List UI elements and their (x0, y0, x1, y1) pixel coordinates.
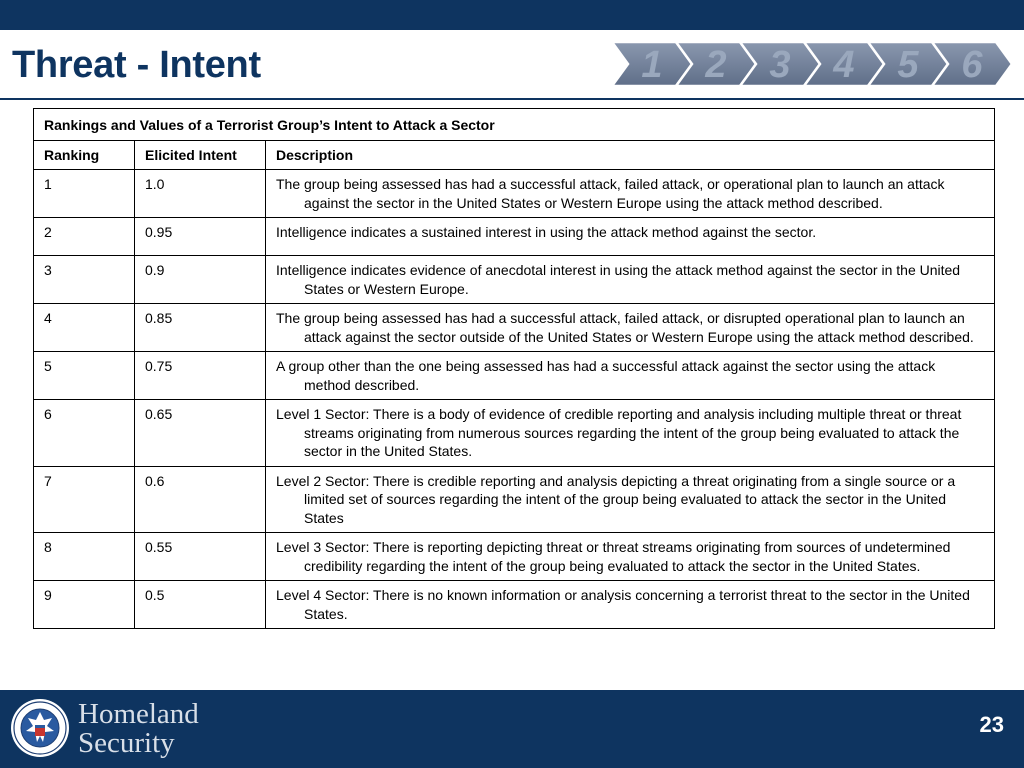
intent-cell: 0.5 (135, 581, 266, 629)
intent-cell: 0.65 (135, 400, 266, 467)
intent-cell: 0.75 (135, 352, 266, 400)
table-caption: Rankings and Values of a Terrorist Group’s Intent to Attack a Sector (34, 109, 995, 141)
description-cell: Intelligence indicates evidence of anecdotal interest in using the attack method against the sector in the United States or Western Europe. (266, 256, 995, 304)
table-row (34, 170, 995, 218)
table-row (34, 533, 995, 581)
ranking-cell: 5 (34, 352, 135, 400)
step-number-3: 3 (769, 44, 791, 86)
ranking-cell: 2 (34, 218, 135, 256)
ranking-cell: 1 (34, 170, 135, 218)
table-row (34, 466, 995, 533)
slide-title: Threat - Intent (12, 44, 261, 86)
ranking-cell: 8 (34, 533, 135, 581)
intent-cell: 0.85 (135, 304, 266, 352)
intent-cell: 1.0 (135, 170, 266, 218)
top-bar (0, 0, 1024, 30)
step-chevrons-graphic (612, 40, 1020, 88)
header-ranking: Ranking (34, 140, 135, 170)
ranking-cell: 4 (34, 304, 135, 352)
step-number-6: 6 (961, 44, 983, 86)
ranking-cell: 7 (34, 466, 135, 533)
table-row (34, 581, 995, 629)
step-number-2: 2 (705, 44, 727, 86)
footer-bar (0, 690, 1024, 768)
dhs-seal-icon (10, 698, 70, 758)
page-number: 23 (979, 712, 1004, 737)
intent-cell: 0.95 (135, 218, 266, 256)
description-cell: Intelligence indicates a sustained interest in using the attack method against the sector. (266, 218, 995, 256)
homeland-security-logo (78, 700, 199, 758)
description-cell: The group being assessed has had a successful attack, failed attack, or operational plan to launch an attack against the sector in the United States or Western Europe using the attack method described. (266, 170, 995, 218)
ranking-cell: 3 (34, 256, 135, 304)
table-row (34, 256, 995, 304)
step-number-1: 1 (641, 44, 663, 86)
table-row (34, 304, 995, 352)
title-divider (0, 98, 1024, 100)
step-chevrons (612, 40, 1020, 88)
description-cell: Level 3 Sector: There is reporting depicting threat or threat streams originating from sources of undetermined credibility regarding the intent of the group being evaluated to attack the sector in the United States. (266, 533, 995, 581)
intent-table (33, 108, 995, 629)
description-cell: Level 2 Sector: There is credible reporting and analysis depicting a threat originating from a single source or a limited set of sources regarding the intent of the group being evaluated to attack the sector in the United States (266, 466, 995, 533)
header-elicited-intent: Elicited Intent (135, 140, 266, 170)
ranking-cell: 9 (34, 581, 135, 629)
step-number-5: 5 (897, 44, 919, 86)
logo-line-1: Homeland (78, 698, 199, 730)
step-number-4: 4 (833, 44, 855, 86)
table-row (34, 218, 995, 256)
header-description: Description (266, 140, 995, 170)
intent-cell: 0.6 (135, 466, 266, 533)
description-cell: Level 4 Sector: There is no known information or analysis concerning a terrorist threat to the sector in the United States. (266, 581, 995, 629)
table-row (34, 352, 995, 400)
table-row (34, 400, 995, 467)
logo-line-2: Security (78, 727, 175, 759)
intent-cell: 0.9 (135, 256, 266, 304)
ranking-cell: 6 (34, 400, 135, 467)
intent-cell: 0.55 (135, 533, 266, 581)
description-cell: A group other than the one being assessed has had a successful attack against the sector using the attack method described. (266, 352, 995, 400)
description-cell: Level 1 Sector: There is a body of evidence of credible reporting and analysis including multiple threat or threat streams originating from numerous sources regarding the intent of the group being evaluated to attack the sector in the United States. (266, 400, 995, 467)
description-cell: The group being assessed has had a successful attack, failed attack, or disrupted operational plan to launch an attack against the sector outside of the United States or Western Europe using the attack method described. (266, 304, 995, 352)
